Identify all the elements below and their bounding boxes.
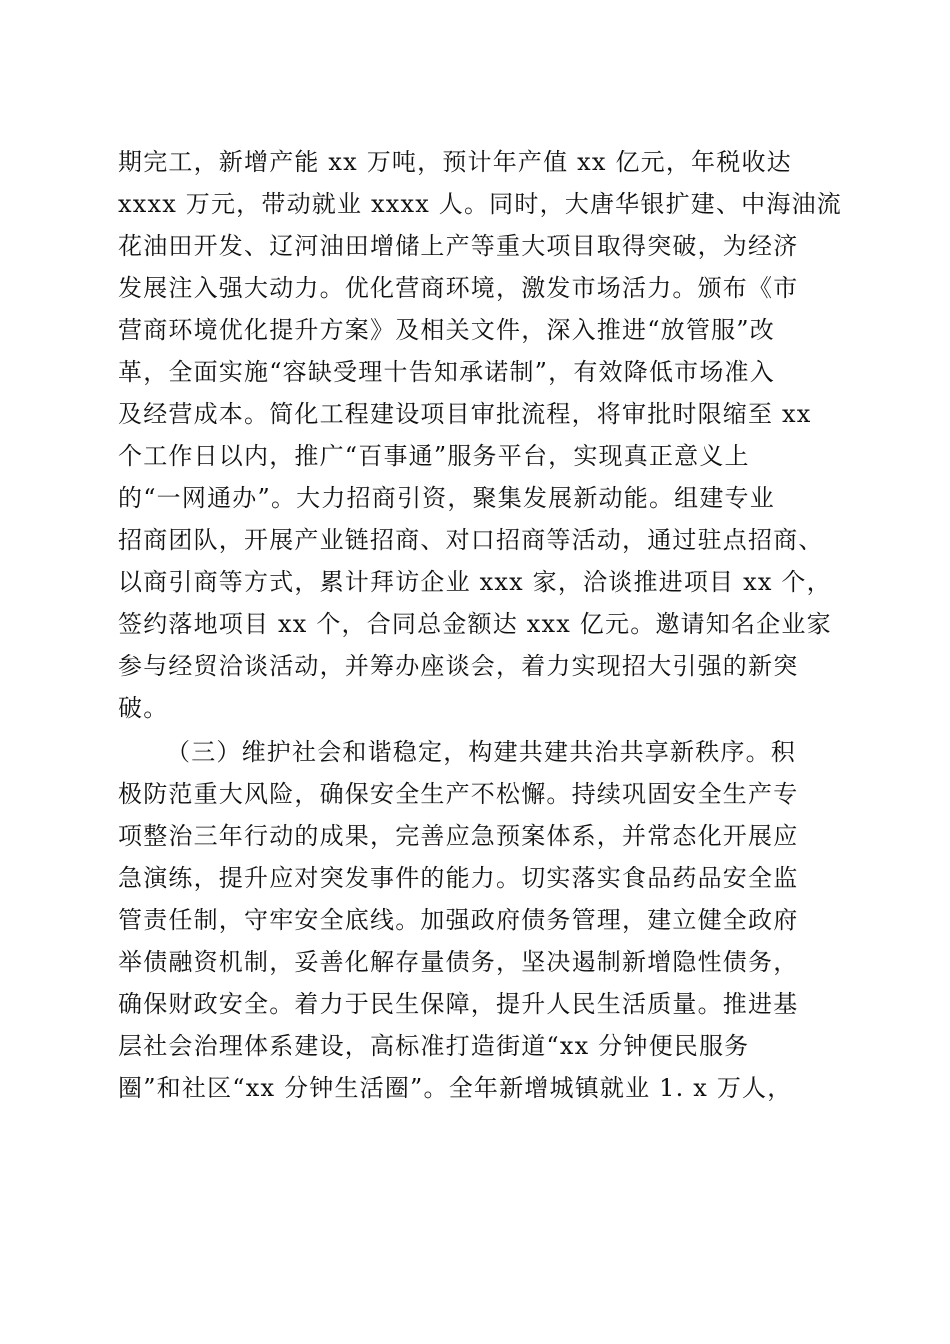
text-line-3: 花油田开发、辽河油田增储上产等重大项目取得突破，为经济: [118, 232, 799, 260]
text-line-13: 参与经贸洽谈活动，并筹办座谈会，着力实现招大引强的新突: [118, 652, 799, 680]
text-line-19: 管责任制，守牢安全底线。加强政府债务管理，建立健全政府: [118, 906, 799, 934]
text-line-18: 急演练，提升应对突发事件的能力。切实落实食品药品安全监: [118, 864, 799, 892]
text-line-11: 以商引商等方式，累计拜访企业 xxx 家，洽谈推进项目 xx 个，: [118, 568, 832, 596]
text-line-17: 项整治三年行动的成果，完善应急预案体系，并常态化开展应: [118, 822, 799, 850]
text-line-22: 层社会治理体系建设，高标准打造街道“xx 分钟便民服务: [118, 1032, 750, 1060]
text-line-23: 圈”和社区“xx 分钟生活圈”。全年新增城镇就业 1. x 万人，: [118, 1074, 793, 1102]
section-heading-line: （三）维护社会和谐稳定，构建共建共治共享新秩序。积: [166, 738, 796, 766]
text-line-9: 的“一网通办”。大力招商引资，聚集发展新动能。组建专业: [118, 484, 775, 512]
text-line-6: 革，全面实施“容缺受理十告知承诺制”，有效降低市场准入: [118, 358, 775, 386]
text-line-5: 营商环境优化提升方案》及相关文件，深入推进“放管服”改: [118, 316, 775, 344]
text-line-1: 期完工，新增产能 xx 万吨，预计年产值 xx 亿元，年税收达: [118, 148, 792, 176]
text-line-21: 确保财政安全。着力于民生保障，提升人民生活质量。推进基: [118, 990, 799, 1018]
text-line-10: 招商团队，开展产业链招商、对口招商等活动，通过驻点招商、: [118, 526, 824, 554]
text-line-16: 极防范重大风险，确保安全生产不松懈。持续巩固安全生产专: [118, 780, 799, 808]
text-line-12: 签约落地项目 xx 个，合同总金额达 xxx 亿元。邀请知名企业家: [118, 610, 832, 638]
text-line-7: 及经营成本。简化工程建设项目审批流程，将审批时限缩至 xx: [118, 400, 812, 428]
text-line-4: 发展注入强大动力。优化营商环境，激发市场活力。颁布《市: [118, 274, 799, 302]
text-line-14: 破。: [118, 694, 169, 722]
text-line-8: 个工作日以内，推广“百事通”服务平台，实现真正意义上: [118, 442, 750, 470]
text-line-20: 举债融资机制，妥善化解存量债务，坚决遏制新增隐性债务，: [118, 948, 799, 976]
text-line-2: xxxx 万元，带动就业 xxxx 人。同时，大唐华银扩建、中海油流: [118, 190, 842, 218]
